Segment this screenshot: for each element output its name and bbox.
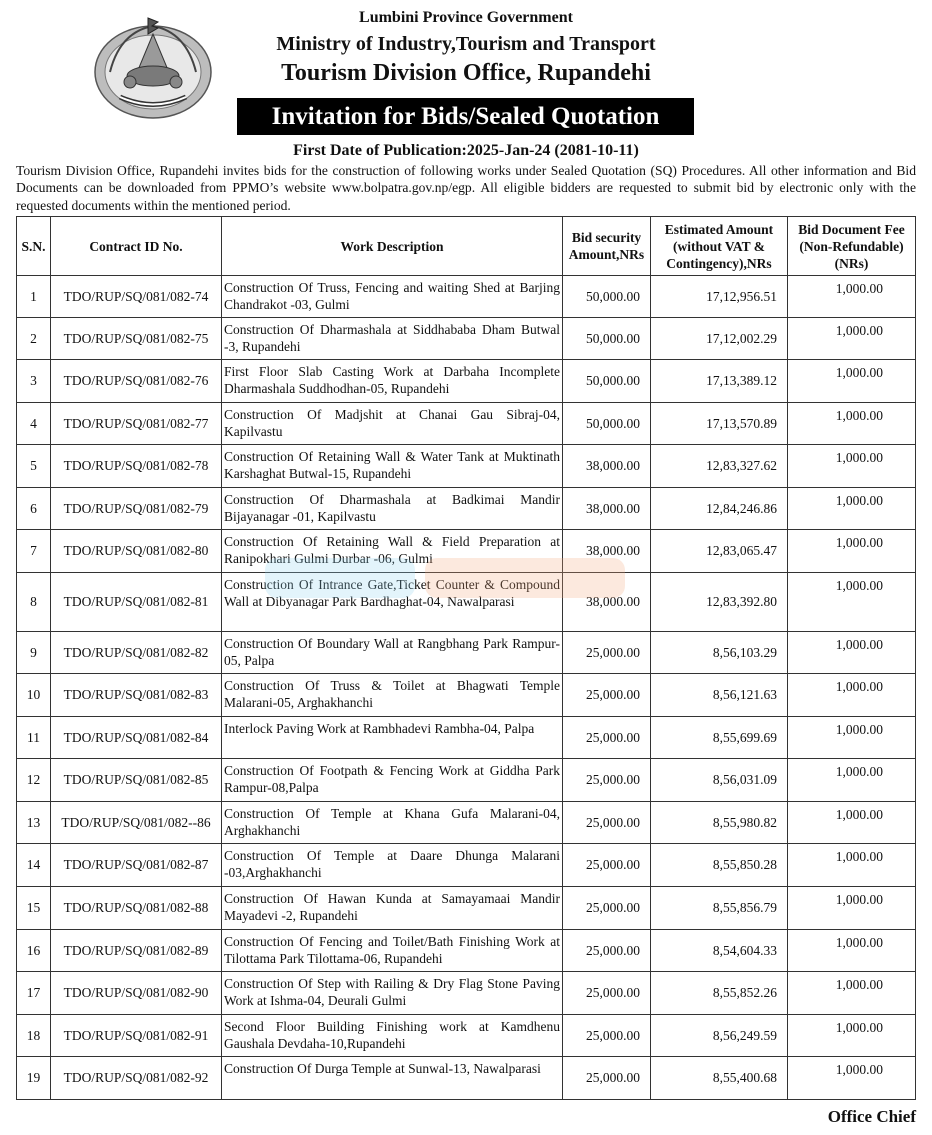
row-estimated-amount: 12,84,246.86 (651, 488, 788, 530)
row-contract-id: TDO/RUP/SQ/081/082-88 (51, 887, 222, 930)
row-contract-id: TDO/RUP/SQ/081/082-80 (51, 530, 222, 573)
row-sn: 4 (17, 403, 51, 445)
row-fee: 1,000.00 (788, 972, 916, 1015)
table-row (17, 930, 916, 972)
row-description: Construction Of Boundary Wall at Rangbhang Park Rampur-05, Palpa (222, 632, 563, 674)
row-contract-id: TDO/RUP/SQ/081/082-82 (51, 632, 222, 674)
table-row (17, 1015, 916, 1057)
row-sn: 9 (17, 632, 51, 674)
row-description: Construction Of Durga Temple at Sunwal-13, Nawalparasi (222, 1057, 563, 1100)
row-sn: 18 (17, 1015, 51, 1057)
row-description: Construction Of Retaining Wall & Field Preparation at Ranipokhari Gulmi Durbar -06, Gulmi (222, 530, 563, 573)
row-description: Construction Of Hawan Kunda at Samayamaai Mandir Mayadevi -2, Rupandehi (222, 887, 563, 930)
table-row (17, 802, 916, 844)
row-contract-id: TDO/RUP/SQ/081/082-76 (51, 360, 222, 403)
table-row (17, 1057, 916, 1100)
row-estimated-amount: 8,54,604.33 (651, 930, 788, 972)
row-estimated-amount: 17,12,956.51 (651, 276, 788, 318)
row-sn: 16 (17, 930, 51, 972)
table-row (17, 674, 916, 717)
table-row (17, 887, 916, 930)
row-bid-security: 25,000.00 (563, 717, 651, 759)
row-fee: 1,000.00 (788, 674, 916, 717)
table-row (17, 488, 916, 530)
row-description: Construction Of Intrance Gate,Ticket Counter & Compound Wall at Dibyanagar Park Bardhaghat-04, Nawalparasi (222, 573, 563, 632)
row-sn: 13 (17, 802, 51, 844)
row-description: Construction Of Retaining Wall & Water Tank at Muktinath Karshaghat Butwal-15, Rupandehi (222, 445, 563, 488)
table-row (17, 530, 916, 573)
row-contract-id: TDO/RUP/SQ/081/082-92 (51, 1057, 222, 1100)
row-bid-security: 25,000.00 (563, 887, 651, 930)
row-contract-id: TDO/RUP/SQ/081/082-78 (51, 445, 222, 488)
row-contract-id: TDO/RUP/SQ/081/082-77 (51, 403, 222, 445)
row-estimated-amount: 17,13,570.89 (651, 403, 788, 445)
row-bid-security: 25,000.00 (563, 759, 651, 802)
row-bid-security: 25,000.00 (563, 844, 651, 887)
row-sn: 2 (17, 318, 51, 360)
row-bid-security: 50,000.00 (563, 403, 651, 445)
row-fee: 1,000.00 (788, 318, 916, 360)
row-fee: 1,000.00 (788, 632, 916, 674)
header-bid-security: Bid security Amount,NRs (563, 217, 651, 276)
row-estimated-amount: 8,56,031.09 (651, 759, 788, 802)
row-fee: 1,000.00 (788, 573, 916, 632)
row-bid-security: 50,000.00 (563, 360, 651, 403)
bid-table (16, 216, 916, 1100)
table-row (17, 759, 916, 802)
row-contract-id: TDO/RUP/SQ/081/082-91 (51, 1015, 222, 1057)
row-description: Construction Of Truss, Fencing and waiting Shed at Barjing Chandrakot -03, Gulmi (222, 276, 563, 318)
row-estimated-amount: 8,55,699.69 (651, 717, 788, 759)
row-bid-security: 50,000.00 (563, 276, 651, 318)
row-description: Construction Of Footpath & Fencing Work at Giddha Park Rampur-08,Palpa (222, 759, 563, 802)
row-contract-id: TDO/RUP/SQ/081/082-83 (51, 674, 222, 717)
table-row (17, 972, 916, 1015)
table-row (17, 844, 916, 887)
row-fee: 1,000.00 (788, 360, 916, 403)
row-contract-id: TDO/RUP/SQ/081/082-89 (51, 930, 222, 972)
header-sn: S.N. (17, 217, 51, 276)
row-estimated-amount: 12,83,327.62 (651, 445, 788, 488)
row-fee: 1,000.00 (788, 403, 916, 445)
row-contract-id: TDO/RUP/SQ/081/082-85 (51, 759, 222, 802)
row-estimated-amount: 8,55,852.26 (651, 972, 788, 1015)
row-description: Construction Of Temple at Daare Dhunga Malarani -03,Arghakhanchi (222, 844, 563, 887)
row-fee: 1,000.00 (788, 445, 916, 488)
table-row (17, 632, 916, 674)
row-estimated-amount: 8,56,249.59 (651, 1015, 788, 1057)
table-row (17, 360, 916, 403)
row-description: Construction Of Truss & Toilet at Bhagwati Temple Malarani-05, Arghakhanchi (222, 674, 563, 717)
row-bid-security: 25,000.00 (563, 1015, 651, 1057)
row-description: Construction Of Madjshit at Chanai Gau Sibraj-04, Kapilvastu (222, 403, 563, 445)
table-row (17, 717, 916, 759)
row-contract-id: TDO/RUP/SQ/081/082--86 (51, 802, 222, 844)
row-fee: 1,000.00 (788, 488, 916, 530)
row-description: Construction Of Temple at Khana Gufa Malarani-04, Arghakhanchi (222, 802, 563, 844)
row-estimated-amount: 17,13,389.12 (651, 360, 788, 403)
row-contract-id: TDO/RUP/SQ/081/082-75 (51, 318, 222, 360)
header-description: Work Description (222, 217, 563, 276)
row-description: Second Floor Building Finishing work at Kamdhenu Gaushala Devdaha-10,Rupandehi (222, 1015, 563, 1057)
row-fee: 1,000.00 (788, 530, 916, 573)
row-bid-security: 25,000.00 (563, 802, 651, 844)
row-bid-security: 25,000.00 (563, 674, 651, 717)
office-chief-signature: Office Chief (827, 1107, 916, 1126)
row-fee: 1,000.00 (788, 802, 916, 844)
row-bid-security: 38,000.00 (563, 530, 651, 573)
row-contract-id: TDO/RUP/SQ/081/082-79 (51, 488, 222, 530)
row-bid-security: 38,000.00 (563, 488, 651, 530)
row-sn: 7 (17, 530, 51, 573)
publication-date: First Date of Publication:2025-Jan-24 (2081-10-11) (293, 142, 639, 159)
row-sn: 11 (17, 717, 51, 759)
row-contract-id: TDO/RUP/SQ/081/082-87 (51, 844, 222, 887)
row-sn: 8 (17, 573, 51, 632)
row-bid-security: 38,000.00 (563, 573, 651, 632)
row-fee: 1,000.00 (788, 930, 916, 972)
row-estimated-amount: 12,83,065.47 (651, 530, 788, 573)
row-contract-id: TDO/RUP/SQ/081/082-90 (51, 972, 222, 1015)
table-row (17, 403, 916, 445)
intro-paragraph: Tourism Division Office, Rupandehi invites bids for the construction of following works under Sealed Quotation (SQ) Procedures. All other information and Bid Documents can be downloaded from PPMO’s website www.bolpatra.gov.np/egp. All eligible bidders are requested to submit bid by electronic only with the requested documents within the mentioned period. (16, 163, 916, 213)
table-row (17, 276, 916, 318)
ministry-name: Ministry of Industry,Tourism and Transport (276, 33, 656, 55)
row-bid-security: 38,000.00 (563, 445, 651, 488)
row-sn: 6 (17, 488, 51, 530)
row-description: First Floor Slab Casting Work at Darbaha Incomplete Dharmashala Suddhodhan-05, Rupandehi (222, 360, 563, 403)
row-description: Construction Of Dharmashala at Badkimai Mandir Bijayanagar -01, Kapilvastu (222, 488, 563, 530)
row-fee: 1,000.00 (788, 717, 916, 759)
table-row (17, 318, 916, 360)
row-description: Interlock Paving Work at Rambhadevi Rambha-04, Palpa (222, 717, 563, 759)
row-sn: 12 (17, 759, 51, 802)
header-estimated-amount: Estimated Amount (without VAT & Contingency),NRs (651, 217, 788, 276)
row-bid-security: 25,000.00 (563, 632, 651, 674)
row-fee: 1,000.00 (788, 276, 916, 318)
table-row (17, 573, 916, 632)
row-estimated-amount: 8,56,121.63 (651, 674, 788, 717)
row-estimated-amount: 8,55,856.79 (651, 887, 788, 930)
row-sn: 15 (17, 887, 51, 930)
row-estimated-amount: 8,55,980.82 (651, 802, 788, 844)
row-fee: 1,000.00 (788, 844, 916, 887)
row-sn: 19 (17, 1057, 51, 1100)
row-estimated-amount: 8,55,400.68 (651, 1057, 788, 1100)
row-estimated-amount: 8,56,103.29 (651, 632, 788, 674)
row-estimated-amount: 17,12,002.29 (651, 318, 788, 360)
row-contract-id: TDO/RUP/SQ/081/082-74 (51, 276, 222, 318)
row-sn: 10 (17, 674, 51, 717)
row-bid-security: 25,000.00 (563, 930, 651, 972)
row-sn: 14 (17, 844, 51, 887)
row-fee: 1,000.00 (788, 1015, 916, 1057)
row-contract-id: TDO/RUP/SQ/081/082-81 (51, 573, 222, 632)
row-bid-security: 25,000.00 (563, 1057, 651, 1100)
row-fee: 1,000.00 (788, 887, 916, 930)
table-body (17, 276, 916, 1100)
header-fee: Bid Document Fee (Non-Refundable) (NRs) (788, 217, 916, 276)
notice-title-banner: Invitation for Bids/Sealed Quotation (237, 98, 694, 135)
row-description: Construction Of Dharmashala at Siddhababa Dham Butwal -3, Rupandehi (222, 318, 563, 360)
office-name: Tourism Division Office, Rupandehi (281, 60, 651, 86)
row-sn: 3 (17, 360, 51, 403)
row-bid-security: 25,000.00 (563, 972, 651, 1015)
row-fee: 1,000.00 (788, 1057, 916, 1100)
table-header-row (17, 217, 916, 276)
row-sn: 17 (17, 972, 51, 1015)
row-fee: 1,000.00 (788, 759, 916, 802)
header-contract-id: Contract ID No. (51, 217, 222, 276)
row-sn: 1 (17, 276, 51, 318)
row-bid-security: 50,000.00 (563, 318, 651, 360)
table-row (17, 445, 916, 488)
row-estimated-amount: 8,55,850.28 (651, 844, 788, 887)
row-sn: 5 (17, 445, 51, 488)
row-description: Construction Of Step with Railing & Dry Flag Stone Paving Work at Ishma-04, Deurali Gulmi (222, 972, 563, 1015)
row-contract-id: TDO/RUP/SQ/081/082-84 (51, 717, 222, 759)
row-estimated-amount: 12,83,392.80 (651, 573, 788, 632)
row-description: Construction Of Fencing and Toilet/Bath Finishing Work at Tilottama Park Tilottama-06, Rupandehi (222, 930, 563, 972)
government-name: Lumbini Province Government (359, 9, 573, 26)
